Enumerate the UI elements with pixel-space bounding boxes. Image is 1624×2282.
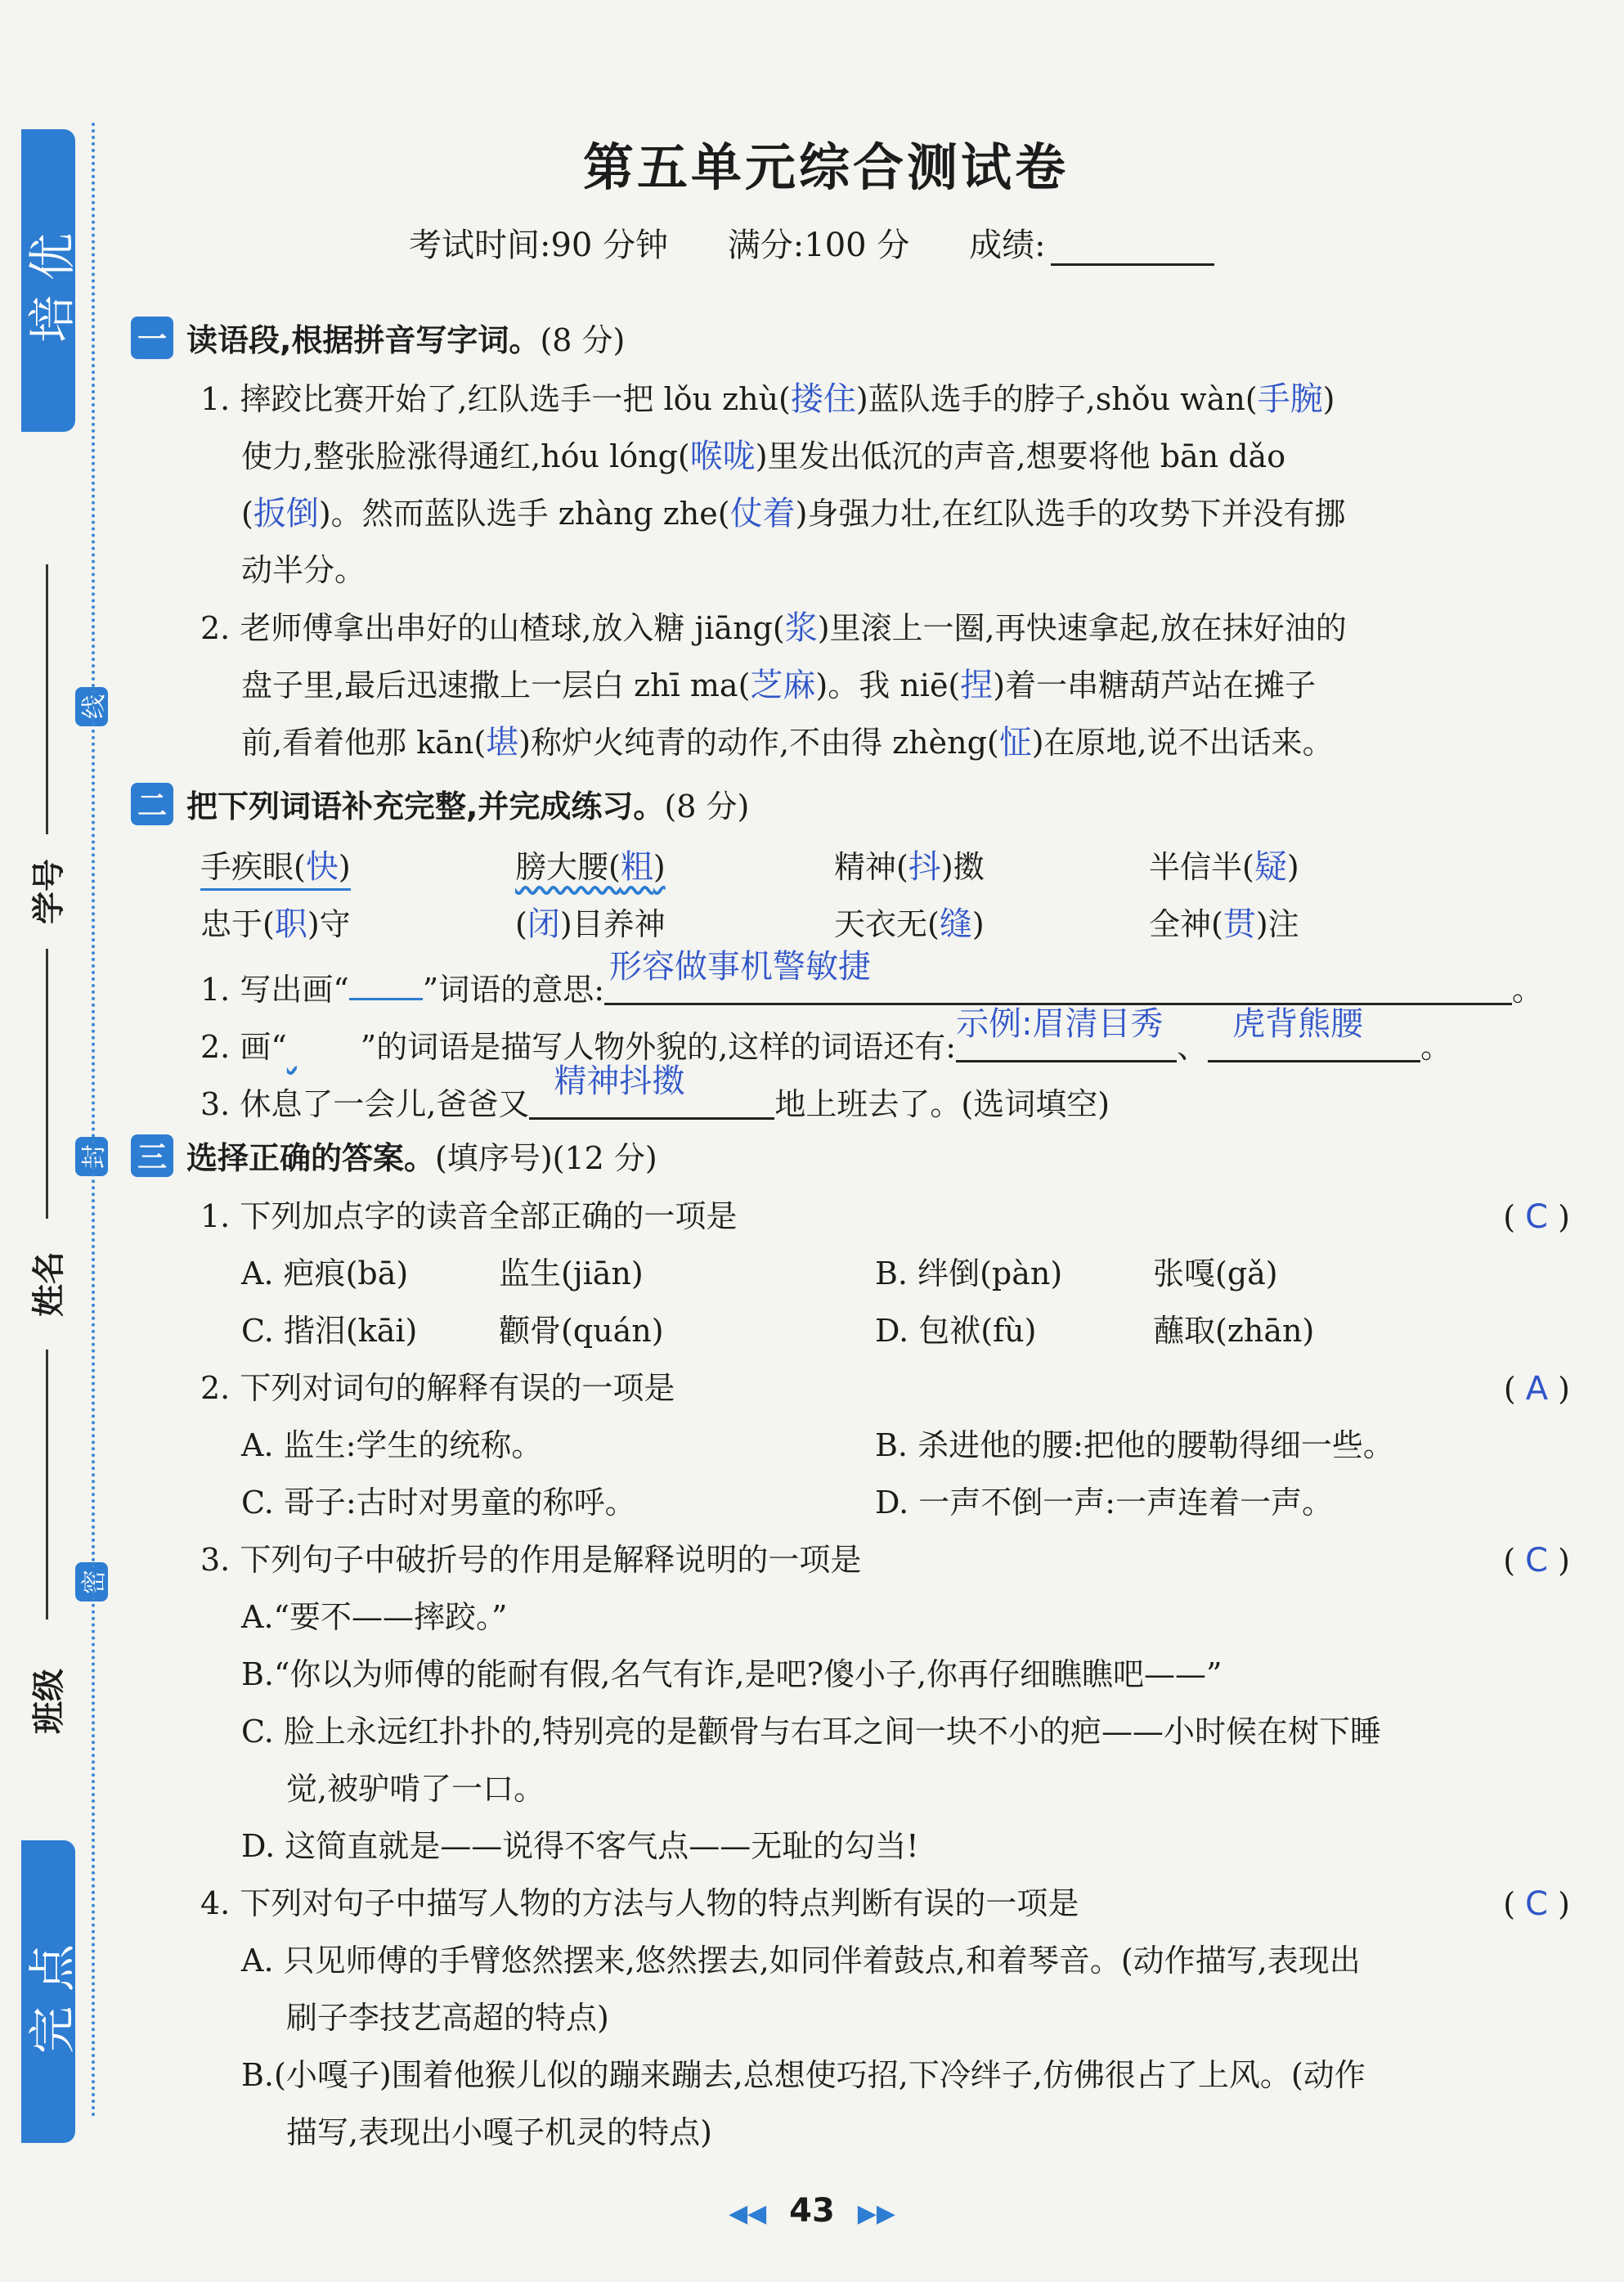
page-title: 第五单元综合测试卷 [582, 137, 1069, 197]
s3-q2-C: C. 哥子:古时对男童的称呼。 [241, 1485, 636, 1521]
cut-mark-feng: 封 [75, 1137, 108, 1176]
left-margin [0, 0, 109, 2282]
s3-q1-B2: 张嘎(gǎ) [1153, 1256, 1278, 1291]
section-points: (填序号)(12 分) [435, 1140, 657, 1176]
answer: 怔 [998, 724, 1032, 761]
s1-q1-line2: 使力,整张脸涨得通红,hóu lóng(喉咙)里发出低沉的声音,想要将他 bān dǎo [241, 438, 1286, 475]
side-tab-top: 培优 [21, 129, 75, 432]
answer: 堪 [486, 724, 519, 761]
page-footer [0, 2192, 1624, 2230]
section-title: 读语段,根据拼音写字词。 [186, 322, 541, 358]
next-arrows-icon: ▶▶ [857, 2199, 895, 2228]
s2-q1: 1. 写出画“ ”词语的意思: 形容做事机警敏捷 。 [200, 948, 1544, 1008]
s3-q3-D: D. 这简直就是——说得不客气点——无耻的勾当! [241, 1828, 919, 1864]
idiom-2: 膀大腰(粗) [515, 848, 666, 886]
section-2-heading [131, 781, 749, 826]
section-points: (8 分) [664, 788, 750, 824]
s3-q1-D2: 蘸取(zhān) [1153, 1313, 1315, 1349]
page-number: 43 [789, 2192, 835, 2230]
label-name: 姓名 [30, 1251, 68, 1317]
section-title: 把下列词语补充完整,并完成练习。 [186, 788, 665, 824]
s3-q4-B1: B.(小嘎子)围着他猴儿似的蹦来蹦去,总想使巧招,下冷绊子,仿佛很占了上风。(动作 [241, 2057, 1366, 2093]
answer: 芝麻 [750, 667, 816, 704]
s3-q2-A: A. 监生:学生的统称。 [241, 1427, 543, 1463]
answer: 浆 [784, 609, 818, 647]
section-title: 选择正确的答案。 [186, 1140, 436, 1176]
answer: C [1525, 1542, 1549, 1579]
idiom-6: (闭)目养神 [515, 905, 666, 943]
s3-q4-stem: 4. 下列对句子中描写人物的方法与人物的特点判断有误的一项是 ( C ) [200, 1885, 1570, 1923]
answer: 形容做事机警敏捷 [609, 948, 871, 986]
s3-q2-B: B. 杀进他的腰:把他的腰勒得细一些。 [875, 1427, 1394, 1463]
s2-q3: 3. 休息了一会儿,爸爸又 精神抖擞 地上班去了。(选词填空) [200, 1062, 1110, 1122]
answer: 仗着 [729, 495, 796, 532]
s3-q3-C1: C. 脸上永远红扑扑的,特别亮的是颧骨与右耳之间一块不小的疤——小时候在树下睡 [241, 1714, 1381, 1750]
s3-q1-stem: 1. 下列加点字的读音全部正确的一项是 ( C ) [200, 1198, 1570, 1236]
idiom-1: 手疾眼(快) [200, 851, 351, 883]
student-number-line [46, 564, 48, 834]
answer: A [1525, 1370, 1549, 1408]
s3-q4-A2: 刷子李技艺高超的特点) [286, 2000, 609, 2036]
s3-q1-A2: 监生(jiān) [499, 1256, 644, 1291]
cut-mark-xian: 线 [75, 687, 108, 726]
idiom-8: 全神(贯)注 [1149, 905, 1299, 943]
prev-arrows-icon: ◀◀ [729, 2199, 767, 2228]
s3-q1-C2: 颧骨(quán) [499, 1313, 664, 1349]
score-label: 成绩: [969, 227, 1046, 264]
answer: 喉咙 [689, 438, 756, 475]
s3-q3-A: A.“要不——摔跤。” [241, 1599, 508, 1635]
answer: 示例:眉清目秀 [956, 1005, 1164, 1043]
answer: 捏 [960, 667, 994, 704]
full-score: 满分:100 分 [727, 227, 910, 264]
s3-q3-C2: 觉,被驴啃了一口。 [286, 1771, 545, 1807]
s2-q2: 2. 画“ ”的词语是描写人物外貌的,这样的词语还有: 示例:眉清目秀 、 虎背熊腰 。 [200, 1005, 1452, 1065]
section-1-heading [131, 315, 625, 360]
s3-q3-B: B.“你以为师傅的能耐有假,名气有诈,是吧?傻小子,你再仔细瞧瞧吧——” [241, 1656, 1222, 1692]
section-number: 一 [131, 317, 173, 359]
s1-q1-line3: (扳倒)。然而蓝队选手 zhàng zhe(仗着)身强力壮,在红队选手的攻势下并没有挪 [241, 495, 1346, 532]
answer: 手腕 [1257, 380, 1323, 418]
idiom-3: 精神(抖)擞 [834, 848, 985, 886]
s1-q1-line1: 1. 摔跤比赛开始了,红队选手一把 lǒu zhù(搂住)蓝队选手的脖子,shǒu wàn(手腕) [200, 380, 1335, 418]
s3-q2-stem: 2. 下列对词句的解释有误的一项是 ( A ) [200, 1370, 1570, 1408]
class-line [46, 1350, 48, 1619]
answer: 精神抖擞 [554, 1062, 685, 1100]
exam-time: 考试时间:90 分钟 [409, 227, 669, 264]
label-class: 班级 [30, 1669, 68, 1734]
section-points: (8 分) [540, 322, 626, 358]
answer: 虎背熊腰 [1232, 1005, 1364, 1043]
s3-q3-stem: 3. 下列句子中破折号的作用是解释说明的一项是 ( C ) [200, 1542, 1570, 1579]
s3-q1-B1: B. 绊倒(pàn) [875, 1256, 1063, 1291]
s1-q2-line1: 2. 老师傅拿出串好的山楂球,放入糖 jiāng(浆)里滚上一圈,再快速拿起,放在抹好油的 [200, 609, 1347, 647]
idiom-4: 半信半(疑) [1149, 848, 1299, 886]
side-tab-bottom: 完点 [21, 1840, 75, 2143]
s3-q1-C1: C. 揩泪(kāi) [241, 1313, 418, 1349]
section-3-heading [131, 1133, 657, 1178]
idiom-7: 天衣无(缝) [834, 905, 985, 943]
exam-info [409, 219, 1214, 266]
idiom-5: 忠于(职)守 [200, 905, 351, 943]
section-number: 三 [131, 1134, 173, 1177]
cut-mark-mi: 密 [75, 1562, 108, 1601]
name-line-top [46, 949, 48, 1219]
s3-q1-D1: D. 包袱(fù) [875, 1313, 1037, 1349]
score-field[interactable] [1051, 231, 1214, 266]
s3-q1-A1: A. 疤痕(bā) [241, 1256, 409, 1291]
s1-q2-line3: 前,看着他那 kān(堪)称炉火纯青的动作,不由得 zhèng(怔)在原地,说不出话来。 [241, 724, 1334, 761]
label-student-number: 学号 [30, 859, 68, 924]
s3-q4-A1: A. 只见师傅的手臂悠然摆来,悠然摆去,如同伴着鼓点,和着琴音。(动作描写,表现出 [241, 1943, 1361, 1979]
answer: 搂住 [790, 380, 856, 418]
dotted-cut-line [92, 123, 95, 2118]
s3-q4-B2: 描写,表现出小嘎子机灵的特点) [286, 2114, 712, 2150]
answer: C [1525, 1885, 1549, 1923]
s1-q1-line4: 动半分。 [241, 552, 366, 588]
section-number: 二 [131, 783, 173, 825]
answer: C [1525, 1198, 1549, 1236]
answer: 扳倒 [253, 495, 319, 532]
s1-q2-line2: 盘子里,最后迅速撒上一层白 zhī ma(芝麻)。我 niē(捏)着一串糖葫芦站在摊子 [241, 667, 1317, 704]
s3-q2-D: D. 一声不倒一声:一声连着一声。 [875, 1485, 1334, 1521]
